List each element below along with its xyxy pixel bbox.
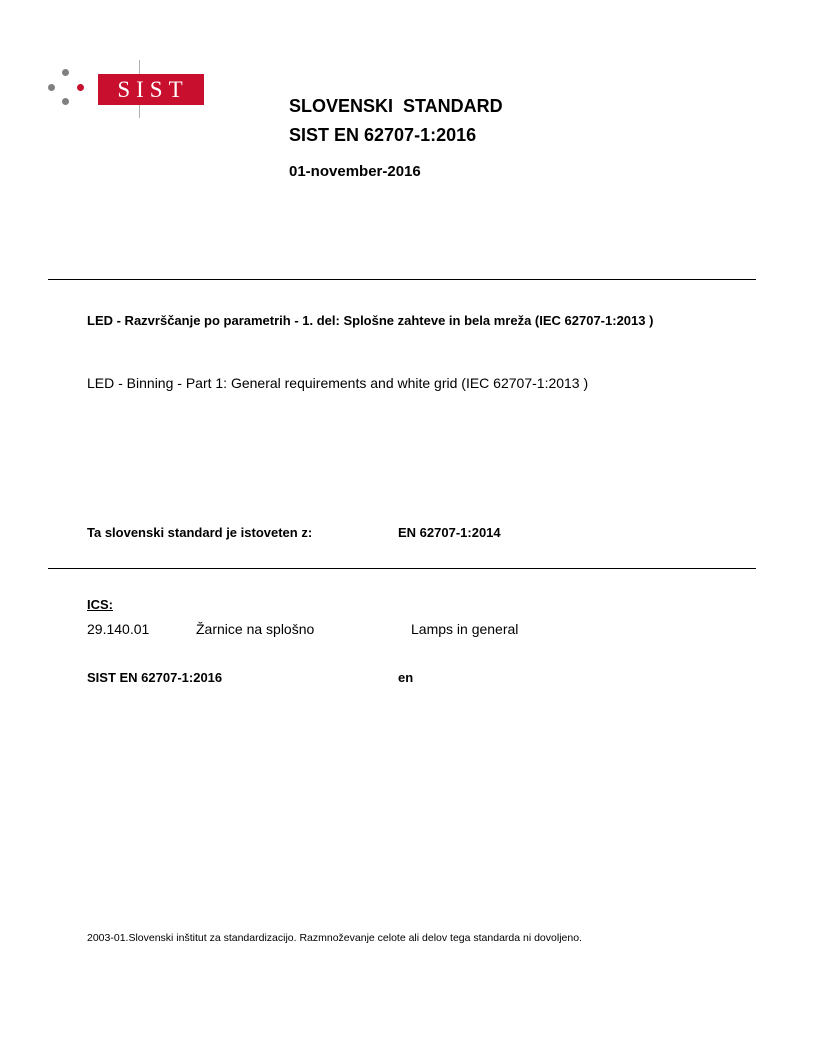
publication-date: 01-november-2016 [289,163,421,180]
standard-number: SIST EN 62707-1:2016 [289,125,477,145]
logo-wordmark: SIST [98,74,204,105]
ics-label: ICS: [87,597,113,612]
equivalence-label: Ta slovenski standard je istoveten z: [87,525,313,540]
document-id: SIST EN 62707-1:2016 [87,670,223,685]
copyright-footer: 2003-01.Slovenski inštitut za standardizacijo. Razmnoževanje celote ali delov tega standarda ni dovoljeno. [87,932,582,944]
ics-code: 29.140.01 [87,621,150,637]
equivalence-value: EN 62707-1:2014 [398,525,501,540]
top-divider [48,279,756,280]
logo-dot-bottom-icon [62,98,69,105]
middle-divider [48,568,756,569]
logo-dot-red-icon [77,84,84,91]
title-english: LED - Binning - Part 1: General requirements and white grid (IEC 62707-1:2013 ) [87,375,589,391]
document-language: en [398,670,414,685]
ics-description-english: Lamps in general [411,621,519,637]
ics-description-slovenian: Žarnice na splošno [196,621,315,637]
logo-dot-top-icon [62,69,69,76]
title-slovenian: LED - Razvrščanje po parametrih - 1. del: Splošne zahteve in bela mreža (IEC 62707-1:2013 ) [87,313,654,328]
logo-dot-left-icon [48,84,55,91]
standard-heading: SLOVENSKI STANDARD [289,96,503,116]
